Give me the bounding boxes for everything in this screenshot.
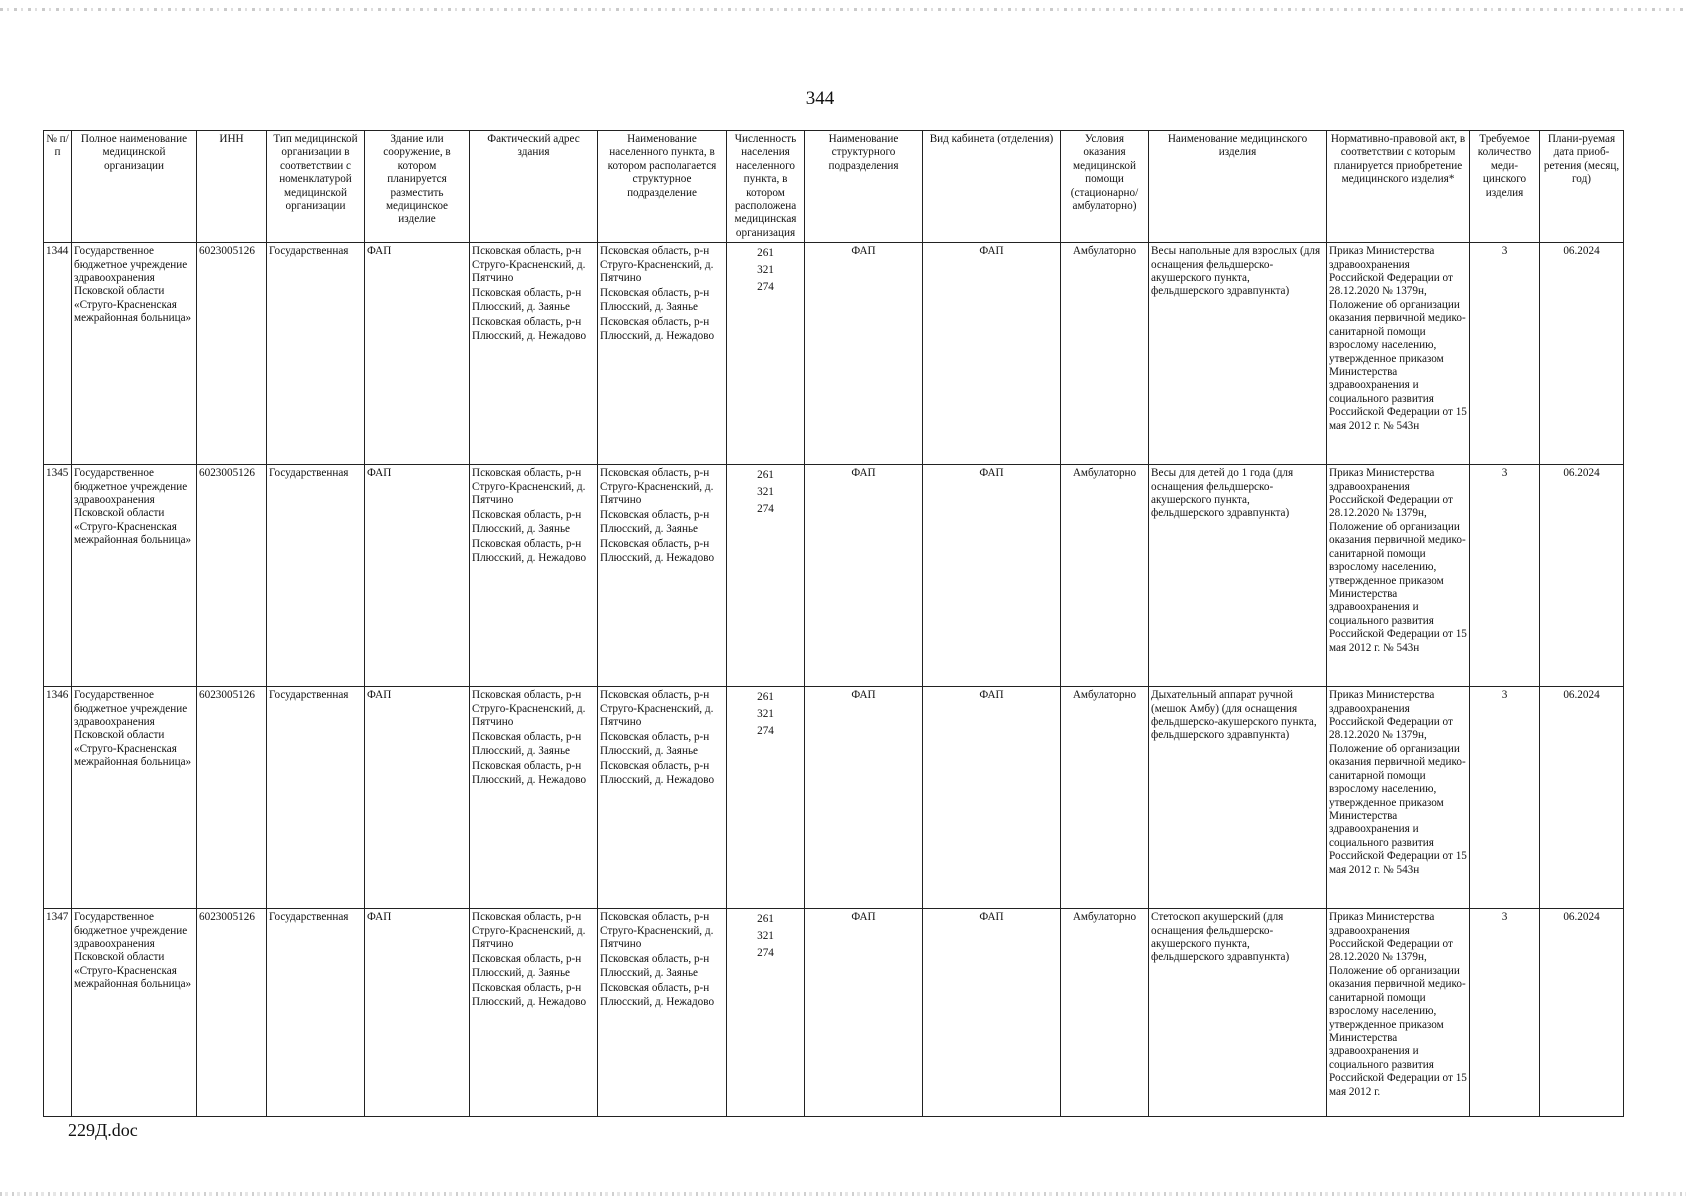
cabinet-type: ФАП: [923, 243, 1061, 465]
header-date: Плани-руемая дата приоб-ретения (месяц, год): [1540, 131, 1624, 243]
population: [727, 465, 805, 687]
legal-act: Приказ Министерства здравоохранения Российской Федерации от 28.12.2020 № 1379н, Положение об организации оказания первичной медико-санитарной помощи взрослому населению, утвержденное приказом Министерства здравоохранения и социального развития Российской Федерации от 15 мая 2012 г. № 543н: [1327, 465, 1470, 687]
address-item: Псковская область, р-н Плюсский, д. Заянье: [472, 953, 582, 979]
header-address: Фактический адрес здания: [470, 131, 598, 243]
address-item: Псковская область, р-н Плюсский, д. Нежадово: [472, 982, 587, 1008]
planned-date: 06.2024: [1540, 465, 1624, 687]
equipment-table: [43, 130, 1624, 1117]
header-locality: Наименование населенного пункта, в котором располагается структурное подразделение: [598, 131, 727, 243]
organization-type: Государственная: [267, 909, 365, 1117]
required-quantity: 3: [1470, 465, 1540, 687]
planned-date: 06.2024: [1540, 687, 1624, 909]
building: ФАП: [365, 687, 470, 909]
organization-name: Государственное бюджетное учреждение здравоохранения Псковской области «Струго-Красненская межрайонная больница»: [72, 909, 197, 1117]
row-number: 1346: [44, 687, 72, 909]
header-type: Тип медицинской организации в соответствии с номенклатурой медицинской организации: [267, 131, 365, 243]
care-conditions: Амбулаторно: [1061, 243, 1149, 465]
cabinet-type: ФАП: [923, 909, 1061, 1117]
structural-unit: ФАП: [805, 909, 923, 1117]
row-number: 1347: [44, 909, 72, 1117]
footer-filename: 229Д.doc: [68, 1120, 138, 1140]
organization-name: Государственное бюджетное учреждение здравоохранения Псковской области «Струго-Красненская межрайонная больница»: [72, 687, 197, 909]
locality-item: Псковская область, р-н Плюсский, д. Нежадово: [600, 316, 715, 342]
address-item: Псковская область, р-н Струго-Красненский, д. Пятчино: [472, 911, 586, 951]
cabinet-type: ФАП: [923, 465, 1061, 687]
planned-date: 06.2024: [1540, 243, 1624, 465]
locality: [598, 465, 727, 687]
table-body: [44, 243, 1624, 1117]
locality-item: Псковская область, р-н Плюсский, д. Заянье: [600, 953, 710, 979]
medical-device: Дыхательный аппарат ручной (мешок Амбу) (для оснащения фельдшерско-акушерского пункта, фельдшерского здравпункта): [1149, 687, 1327, 909]
organization-name: Государственное бюджетное учреждение здравоохранения Псковской области «Струго-Красненская межрайонная больница»: [72, 465, 197, 687]
population-value: 274: [757, 947, 774, 960]
population: [727, 909, 805, 1117]
inn: 6023005126: [197, 465, 267, 687]
population-value: 321: [757, 930, 774, 943]
population-value: 261: [757, 691, 774, 704]
header-unit: Наименование структурного подразделения: [805, 131, 923, 243]
header-inn: ИНН: [197, 131, 267, 243]
header-cabinet: Вид кабинета (отделения): [923, 131, 1061, 243]
scan-edge-bottom: [0, 1192, 1686, 1196]
header-device: Наименование медицинского изделия: [1149, 131, 1327, 243]
inn: 6023005126: [197, 687, 267, 909]
cabinet-type: ФАП: [923, 687, 1061, 909]
locality: [598, 243, 727, 465]
population-value: 274: [757, 503, 774, 516]
locality-item: Псковская область, р-н Струго-Красненский, д. Пятчино: [600, 689, 714, 729]
address-item: Псковская область, р-н Плюсский, д. Нежадово: [472, 316, 587, 342]
planned-date: 06.2024: [1540, 909, 1624, 1117]
organization-type: Государственная: [267, 243, 365, 465]
locality-item: Псковская область, р-н Струго-Красненский, д. Пятчино: [600, 911, 714, 951]
required-quantity: 3: [1470, 243, 1540, 465]
locality: [598, 909, 727, 1117]
care-conditions: Амбулаторно: [1061, 687, 1149, 909]
header-org: Полное наименование медицинской организации: [72, 131, 197, 243]
address-item: Псковская область, р-н Струго-Красненский, д. Пятчино: [472, 467, 586, 507]
care-conditions: Амбулаторно: [1061, 465, 1149, 687]
population-value: 321: [757, 486, 774, 499]
address-item: Псковская область, р-н Плюсский, д. Заянье: [472, 287, 582, 313]
locality-item: Псковская область, р-н Плюсский, д. Заянье: [600, 731, 710, 757]
header-act: Нормативно-правовой акт, в соответствии с которым планируется приобретение медицинского изделия*: [1327, 131, 1470, 243]
header-qty: Требуемое количество меди-цинского изделия: [1470, 131, 1540, 243]
population-value: 321: [757, 264, 774, 277]
header-num: № п/п: [44, 131, 72, 243]
population-value: 261: [757, 469, 774, 482]
address-item: Псковская область, р-н Струго-Красненский, д. Пятчино: [472, 689, 586, 729]
organization-type: Государственная: [267, 687, 365, 909]
table-row: [44, 243, 1624, 465]
table-row: [44, 465, 1624, 687]
page-number: 344: [805, 88, 835, 109]
actual-address: [470, 243, 598, 465]
inn: 6023005126: [197, 909, 267, 1117]
population-value: 274: [757, 281, 774, 294]
legal-act: Приказ Министерства здравоохранения Российской Федерации от 28.12.2020 № 1379н, Положение об организации оказания первичной медико-санитарной помощи взрослому населению, утвержденное приказом Министерства здравоохранения и социального развития Российской Федерации от 15 мая 2012 г.: [1327, 909, 1470, 1117]
population: [727, 687, 805, 909]
address-item: Псковская область, р-н Плюсский, д. Заянье: [472, 509, 582, 535]
header-population: Численность населения населенного пункта, в котором расположена медицинская организация: [727, 131, 805, 243]
structural-unit: ФАП: [805, 687, 923, 909]
organization-name: Государственное бюджетное учреждение здравоохранения Псковской области «Струго-Красненская межрайонная больница»: [72, 243, 197, 465]
medical-device: Весы для детей до 1 года (для оснащения фельдшерско-акушерского пункта, фельдшерского здравпункта): [1149, 465, 1327, 687]
legal-act: Приказ Министерства здравоохранения Российской Федерации от 28.12.2020 № 1379н, Положение об организации оказания первичной медико-санитарной помощи взрослому населению, утвержденное приказом Министерства здравоохранения и социального развития Российской Федерации от 15 мая 2012 г. № 543н: [1327, 243, 1470, 465]
building: ФАП: [365, 243, 470, 465]
locality-item: Псковская область, р-н Плюсский, д. Нежадово: [600, 760, 715, 786]
structural-unit: ФАП: [805, 465, 923, 687]
inn: 6023005126: [197, 243, 267, 465]
header-row: [44, 131, 1624, 243]
population-value: 321: [757, 708, 774, 721]
locality-item: Псковская область, р-н Плюсский, д. Нежадово: [600, 982, 715, 1008]
address-item: Псковская область, р-н Струго-Красненский, д. Пятчино: [472, 245, 586, 285]
building: ФАП: [365, 465, 470, 687]
population-value: 261: [757, 913, 774, 926]
care-conditions: Амбулаторно: [1061, 909, 1149, 1117]
locality-item: Псковская область, р-н Плюсский, д. Заянье: [600, 509, 710, 535]
actual-address: [470, 465, 598, 687]
address-item: Псковская область, р-н Плюсский, д. Нежадово: [472, 760, 587, 786]
locality: [598, 687, 727, 909]
header-building: Здание или сооружение, в котором планируется разместить медицинское изделие: [365, 131, 470, 243]
row-number: 1345: [44, 465, 72, 687]
required-quantity: 3: [1470, 687, 1540, 909]
organization-type: Государственная: [267, 465, 365, 687]
structural-unit: ФАП: [805, 243, 923, 465]
population-value: 261: [757, 247, 774, 260]
locality-item: Псковская область, р-н Струго-Красненский, д. Пятчино: [600, 245, 714, 285]
actual-address: [470, 909, 598, 1117]
table-row: [44, 909, 1624, 1117]
locality-item: Псковская область, р-н Струго-Красненский, д. Пятчино: [600, 467, 714, 507]
locality-item: Псковская область, р-н Плюсский, д. Заянье: [600, 287, 710, 313]
population: [727, 243, 805, 465]
row-number: 1344: [44, 243, 72, 465]
medical-device: Весы напольные для взрослых (для оснащения фельдшерско-акушерского пункта, фельдшерского здравпункта): [1149, 243, 1327, 465]
table-row: [44, 687, 1624, 909]
actual-address: [470, 687, 598, 909]
building: ФАП: [365, 909, 470, 1117]
header-conditions: Условия оказания медицинской помощи (стационарно/ амбулаторно): [1061, 131, 1149, 243]
address-item: Псковская область, р-н Плюсский, д. Нежадово: [472, 538, 587, 564]
scan-edge-top: [0, 8, 1686, 11]
required-quantity: 3: [1470, 909, 1540, 1117]
address-item: Псковская область, р-н Плюсский, д. Заянье: [472, 731, 582, 757]
medical-device: Стетоскоп акушерский (для оснащения фельдшерско-акушерского пункта, фельдшерского здравпункта): [1149, 909, 1327, 1117]
population-value: 274: [757, 725, 774, 738]
locality-item: Псковская область, р-н Плюсский, д. Нежадово: [600, 538, 715, 564]
legal-act: Приказ Министерства здравоохранения Российской Федерации от 28.12.2020 № 1379н, Положение об организации оказания первичной медико-санитарной помощи взрослому населению, утвержденное приказом Министерства здравоохранения и социального развития Российской Федерации от 15 мая 2012 г. № 543н: [1327, 687, 1470, 909]
